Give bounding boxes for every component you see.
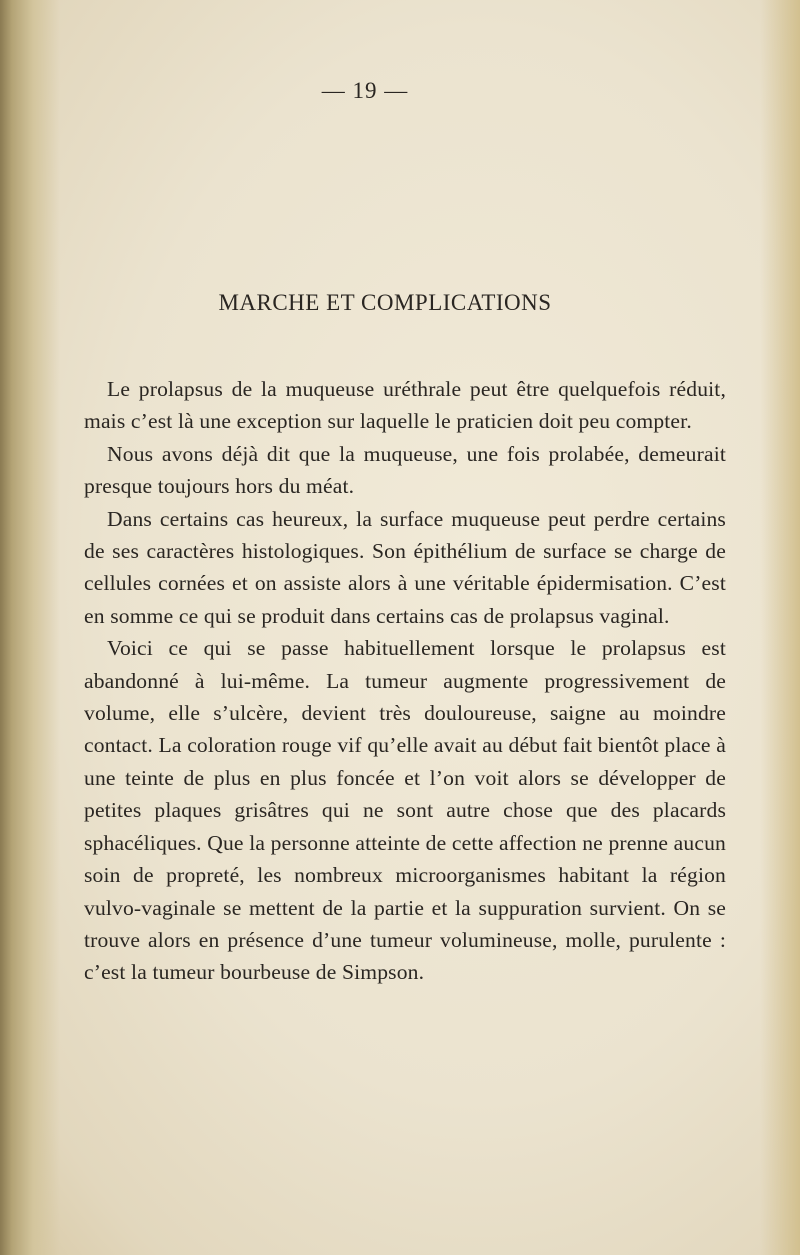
page-edge-tint xyxy=(760,0,800,1255)
paragraph-2: Nous avons déjà dit que la muqueuse, une fois prolabée, demeurait presque toujours hors du méat. xyxy=(84,441,726,499)
body-text xyxy=(84,373,726,989)
paragraph-1: Le prolapsus de la muqueuse uréthrale peut être quelquefois réduit, mais c’est là une exception sur laquelle le praticien doit peu compter. xyxy=(84,377,726,434)
section-title: MARCHE ET COMPLICATIONS xyxy=(218,290,552,315)
paragraph-3: Dans certains cas heureux, la surface muqueuse peut perdre certains de ses caractères histologiques. Son épithélium de surface se charge de cellules cornées et on assiste alors à une véritable épidermisation. C’est en somme ce qui se produit dans certains cas de prolapsus vaginal. xyxy=(84,506,726,628)
binding-shadow xyxy=(0,0,60,1255)
paragraph-4: Voici ce qui se passe habituellement lorsque le prolapsus est abandonné à lui-même. La tumeur augmente progressivement de volume, elle s’ulcère, devient très douloureuse, saigne au moindre contact. La coloration rouge vif qu’elle avait au début fait bientôt place à une teinte de plus en plus foncée et l’on voit alors se développer de petites plaques grisâtres qui ne sont autre chose que des placards sphacéliques. Que la personne atteinte de cette affection ne prenne aucun soin de propreté, les nombreux microorganismes habitant la région vulvo-vaginale se mettent de la partie et la suppuration survient. On se trouve alors en présence d’une tumeur volumineuse, molle, purulente : c’est la tumeur bourbeuse de Simpson. xyxy=(84,636,726,985)
page-number: — 19 — xyxy=(321,78,409,103)
